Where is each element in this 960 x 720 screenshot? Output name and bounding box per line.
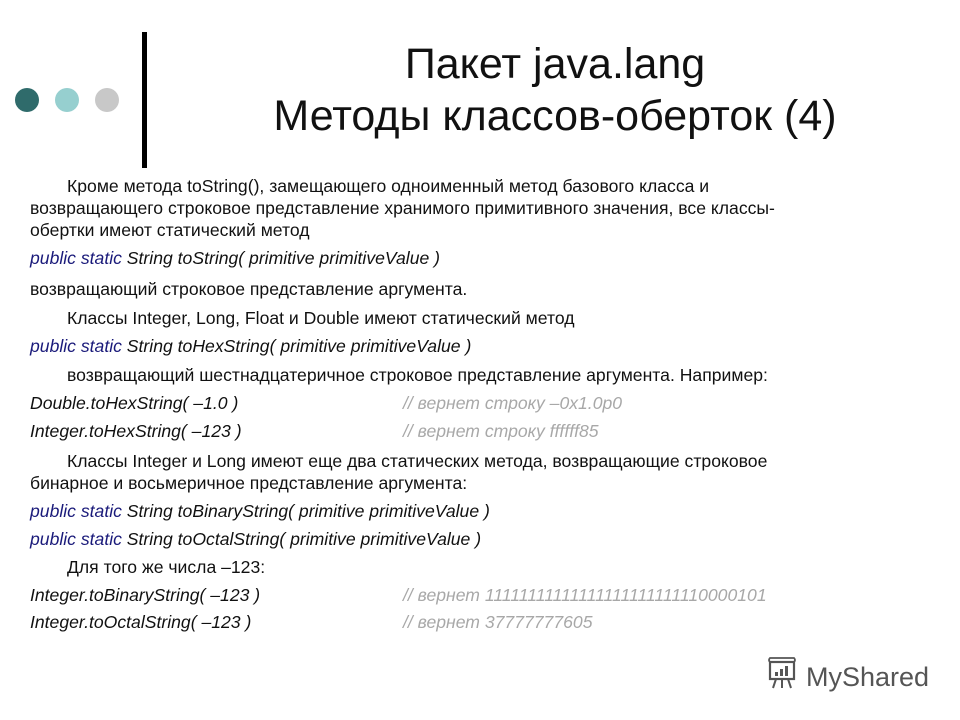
paragraph-1-line-3: обертки имеют статический метод xyxy=(30,220,310,240)
signature-tobinarystring xyxy=(30,501,490,522)
title-line-2: Методы классов-оберток (4) xyxy=(273,92,837,140)
signature-text: String toBinaryString( primitive primitiveValue ) xyxy=(121,501,490,521)
title-line-1: Пакет java.lang xyxy=(404,40,706,88)
example-4-comment: // вернет 37777777605 xyxy=(403,612,593,632)
presentation-board-icon xyxy=(766,657,800,698)
signature-text: String toString( primitive primitiveValue ) xyxy=(121,248,441,268)
paragraph-2: возвращающий строковое представление аргумента. xyxy=(30,279,468,299)
keyword: public static xyxy=(30,336,122,356)
paragraph-5-line-2: бинарное и восьмеричное представление аргумента: xyxy=(30,473,468,493)
example-1-code: Double.toHexString( –1.0 ) xyxy=(30,393,239,413)
keyword: public static xyxy=(30,248,122,268)
watermark-logo xyxy=(766,657,929,698)
brand-name: MyShared xyxy=(806,662,930,692)
keyword: public static xyxy=(30,501,122,521)
example-2-code: Integer.toHexString( –123 ) xyxy=(30,421,242,441)
paragraph-3: Классы Integer, Long, Float и Double имеют статический метод xyxy=(67,308,575,328)
paragraph-1-line-2: возвращающего строковое представление хранимого примитивного значения, все классы- xyxy=(30,198,775,218)
signature-tostring xyxy=(30,248,440,269)
paragraph-1-line-1: Кроме метода toString(), замещающего одноименный метод базового класса и xyxy=(67,176,710,196)
dot-dark-teal xyxy=(15,88,39,112)
example-2-comment: // вернет строку ffffff85 xyxy=(403,421,599,441)
paragraph-6: Для того же числа –123: xyxy=(67,557,266,577)
signature-text: String toOctalString( primitive primitiveValue ) xyxy=(121,529,482,549)
signature-tooctalstring xyxy=(30,529,481,550)
example-1-comment: // вернет строку –0x1.0p0 xyxy=(403,393,623,413)
title-divider xyxy=(142,32,147,168)
example-3-comment: // вернет 11111111111111111111111110000101 xyxy=(403,585,767,605)
example-3-code: Integer.toBinaryString( –123 ) xyxy=(30,585,261,605)
decorative-dots xyxy=(15,88,119,112)
keyword: public static xyxy=(30,529,122,549)
example-4-code: Integer.toOctalString( –123 ) xyxy=(30,612,252,632)
paragraph-4: возвращающий шестнадцатеричное строковое представление аргумента. Например: xyxy=(67,365,768,385)
dot-gray xyxy=(95,88,119,112)
slide-title xyxy=(150,38,960,142)
signature-text: String toHexString( primitive primitiveValue ) xyxy=(121,336,472,356)
signature-tohexstring xyxy=(30,336,471,357)
paragraph-5-line-1: Классы Integer и Long имеют еще два статических метода, возвращающие строковое xyxy=(67,451,768,471)
dot-light-teal xyxy=(55,88,79,112)
